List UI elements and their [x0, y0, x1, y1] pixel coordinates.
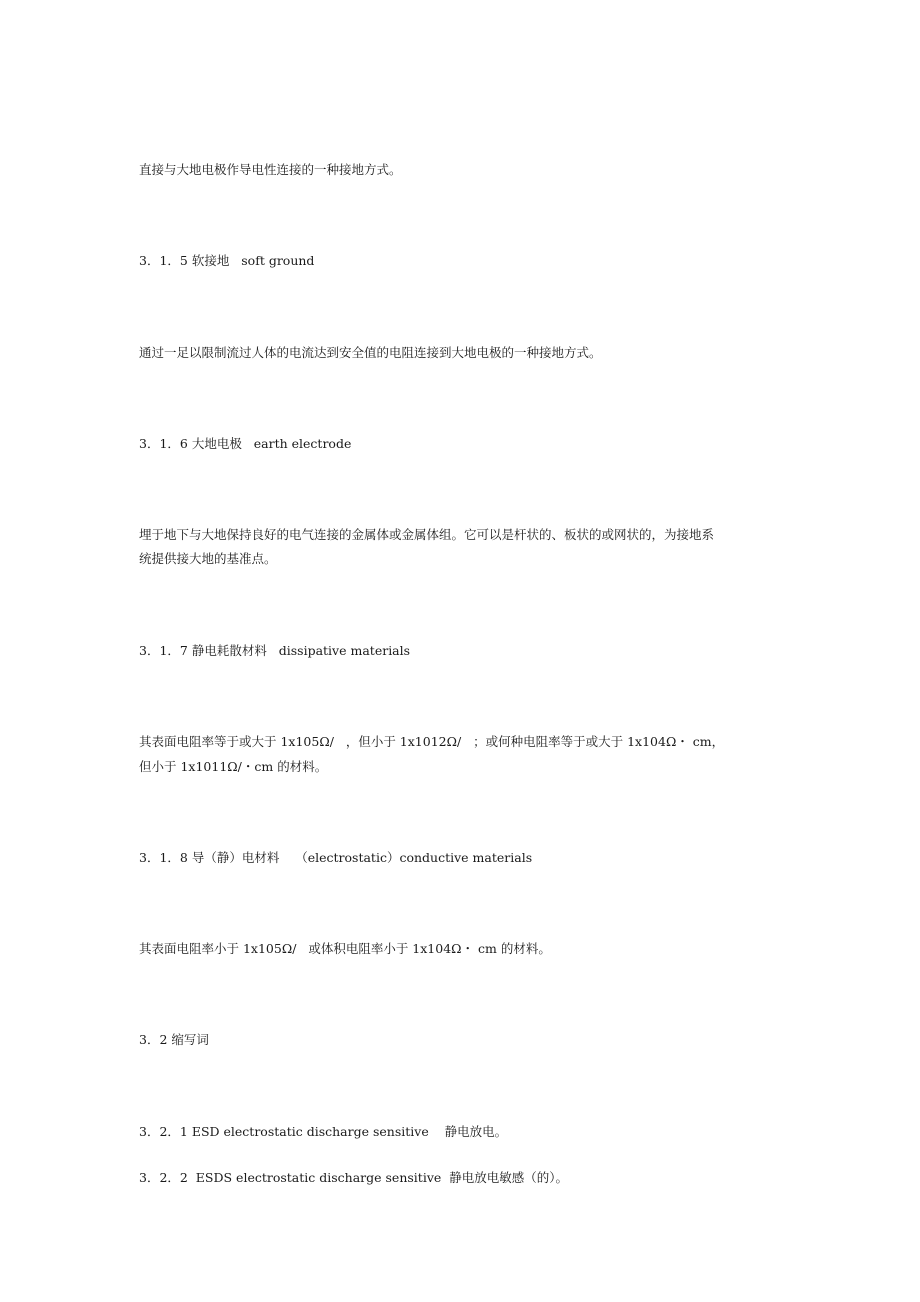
- heading-abbreviations: 3．2 缩写词: [139, 1032, 209, 1047]
- paragraph-earth-electrode-line2: 统提供接大地的基准点。: [139, 551, 277, 566]
- paragraph-dissipative-line1: 其表面电阻率等于或大于 1x105Ω/ ，但小于 1x1012Ω/ ；或何种电阻率等于或大于 1x104Ω・ cm，: [139, 734, 725, 749]
- heading-conductive-materials: 3．1．8 导（静）电材料 （electrostatic）conductive materials: [139, 850, 533, 865]
- heading-earth-electrode: 3．1．6 大地电极 earth electrode: [139, 436, 352, 451]
- paragraph-conductive: 其表面电阻率小于 1x105Ω/ 或体积电阻率小于 1x104Ω・ cm 的材料。: [139, 941, 551, 956]
- paragraph-soft-ground: 通过一足以限制流过人体的电流达到安全值的电阻连接到大地电极的一种接地方式。: [139, 345, 602, 360]
- heading-soft-ground: 3．1．5 软接地 soft ground: [139, 253, 315, 268]
- abbreviation-esd: 3．2．1 ESD electrostatic discharge sensitive 静电放电。: [139, 1124, 508, 1139]
- paragraph-direct-grounding: 直接与大地电极作导电性连接的一种接地方式。: [139, 162, 402, 177]
- paragraph-dissipative-line2: 但小于 1x1011Ω/・cm 的材料。: [139, 759, 328, 774]
- heading-dissipative-materials: 3．1．7 静电耗散材料 dissipative materials: [139, 643, 411, 658]
- paragraph-earth-electrode-line1: 埋于地下与大地保持良好的电气连接的金属体或金属体组。它可以是杆状的、板状的或网状的，为接地系: [139, 527, 715, 542]
- abbreviation-esds: 3．2．2 ESDS electrostatic discharge sensitive 静电放电敏感（的）。: [139, 1170, 568, 1185]
